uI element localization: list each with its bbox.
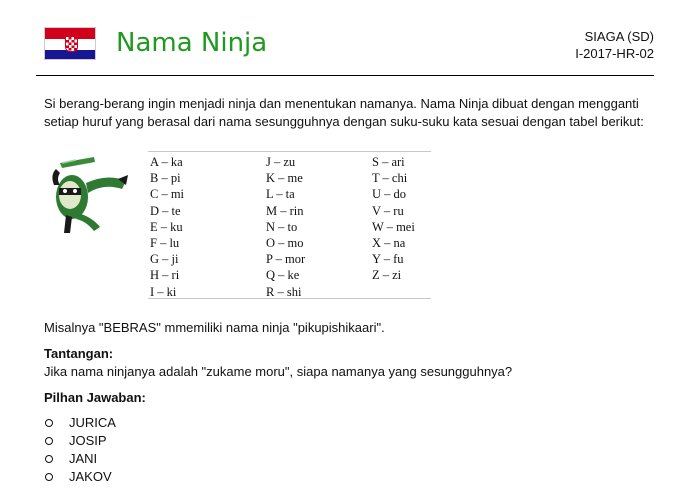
ninja-beaver-illustration (48, 155, 130, 235)
cipher-row: X – na (372, 236, 406, 251)
cipher-row: V – ru (372, 203, 404, 218)
cipher-row: L – ta (266, 187, 295, 202)
cipher-row: K – me (266, 171, 303, 186)
cipher-row: S – ari (372, 155, 405, 169)
answers-label: Pilhan Jawaban: (44, 390, 146, 405)
bullet-icon (45, 455, 53, 463)
croatia-flag-icon (44, 27, 96, 60)
cipher-row: H – ri (150, 268, 180, 283)
task-id: I-2017-HR-02 (575, 46, 654, 61)
cipher-row: U – do (372, 187, 407, 202)
cipher-row: Q – ke (266, 268, 300, 283)
cipher-row: J – zu (266, 155, 296, 169)
cipher-row: N – to (266, 219, 298, 234)
bullet-icon (45, 419, 53, 427)
cipher-row: I – ki (150, 284, 177, 299)
cipher-row: W – mei (372, 219, 415, 234)
cipher-row: F – lu (150, 236, 180, 251)
answer-options (44, 414, 116, 486)
cipher-table (148, 151, 431, 299)
cipher-column-2 (266, 154, 305, 300)
task-level: SIAGA (SD) (584, 29, 654, 44)
task-code (575, 28, 654, 62)
challenge-label: Tantangan: (44, 346, 114, 361)
answer-option[interactable]: JAKOV (44, 468, 116, 486)
cipher-column-1 (150, 154, 184, 300)
cipher-row: A – ka (150, 155, 183, 169)
cipher-column-3 (372, 154, 415, 284)
cipher-row: D – te (150, 203, 181, 218)
cipher-row: O – mo (266, 236, 304, 251)
answer-option[interactable]: JOSIP (44, 432, 116, 450)
cipher-row: R – shi (266, 284, 302, 299)
answer-option[interactable]: JURICA (44, 414, 116, 432)
bullet-icon (45, 437, 53, 445)
cipher-row: Y – fu (372, 252, 404, 267)
cipher-row: P – mor (266, 252, 306, 267)
cipher-row: B – pi (150, 171, 181, 186)
cipher-row: G – ji (150, 252, 179, 267)
header-divider (36, 75, 654, 76)
cipher-row: M – rin (266, 203, 304, 218)
answer-option[interactable]: JANI (44, 450, 116, 468)
challenge-question: Jika nama ninjanya adalah "zukame moru", siapa namanya yang sesungguhnya? (44, 364, 513, 379)
cipher-row: E – ku (150, 219, 183, 234)
example-text: Misalnya "BEBRAS" mmemiliki nama ninja "pikupishikaari". (44, 320, 385, 335)
cipher-row: C – mi (150, 187, 185, 202)
bullet-icon (45, 473, 53, 481)
page-title: Nama Ninja (116, 28, 268, 58)
intro-paragraph: Si berang-berang ingin menjadi ninja dan menentukan namanya. Nama Ninja dibuat dengan mengganti setiap huruf yang berasal dari nama sesungguhnya dengan suku-suku kata sesuai dengan tabel berikut: (44, 96, 644, 129)
cipher-row: T – chi (372, 171, 408, 186)
cipher-row: Z – zi (372, 268, 402, 283)
